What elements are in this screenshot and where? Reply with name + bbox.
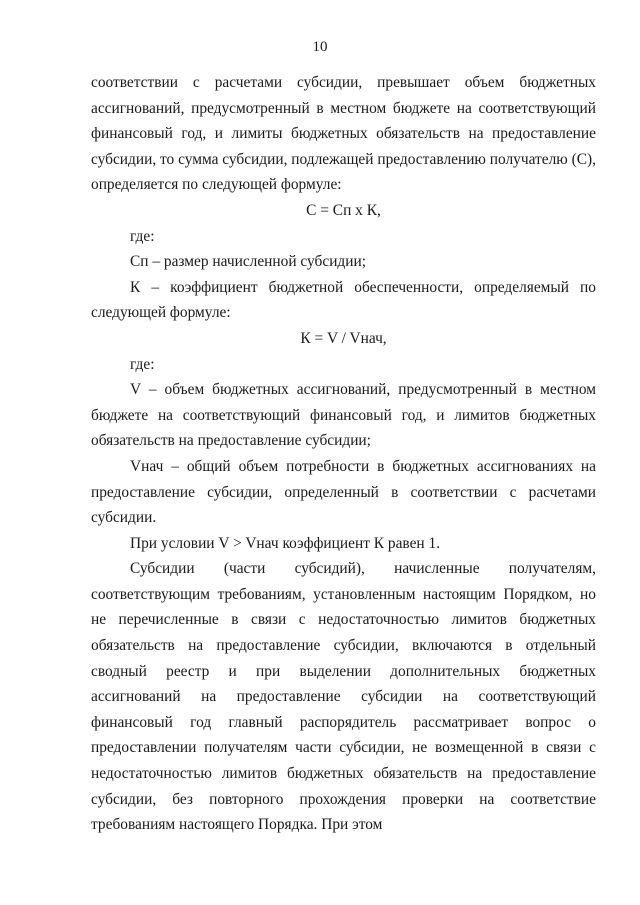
definition-vnach: Vнач – общий объем потребности в бюджетных ассигнованиях на предоставление субсидии, определенный в соответствии с расчетами субсидии. bbox=[91, 457, 596, 527]
where-label: где: bbox=[130, 355, 155, 373]
paragraph-unpaid-subsidies: Субсидии (части субсидий), начисленные получателям, соответствующим требованиям, установленным настоящим Порядком, но не перечисленные в связи с недостаточностью лимитов бюджетных обязательств на предоставление субсидии, включаются в отдельный сводный реестр и при выделении дополнительных бюджетных ассигнований на предоставление субсидии на соответствующий финансовый год главный распорядитель рассматривает вопрос о предоставлении получателям части субсидии, не возмещенной в связи с недостаточностью лимитов бюджетных обязательств на предоставление субсидии, без повторного прохождения проверки на соответствие требованиям настоящего Порядка. При этом bbox=[91, 560, 596, 834]
condition-paragraph: При условии V > Vнач коэффициент К равен 1. bbox=[130, 534, 441, 552]
definition-sp: Сп – размер начисленной субсидии; bbox=[130, 253, 367, 271]
definition-v: V – объем бюджетных ассигнований, предусмотренный в местном бюджете на соответствующий финансовый год, и лимитов бюджетных обязательств на предоставление субсидии; bbox=[91, 381, 596, 450]
formula-coefficient: К = V / Vнач, bbox=[300, 329, 387, 347]
document-body bbox=[91, 70, 596, 838]
paragraph-subsidy-exceeds: соответствии с расчетами субсидии, превышает объем бюджетных ассигнований, предусмотренный в местном бюджете на соответствующий финансовый год, и лимиты бюджетных обязательств на предоставление субсидии, то сумма субсидии, подлежащей предоставлению получателю (С), определяется по следующей формуле: bbox=[91, 74, 596, 194]
definition-k: К – коэффициент бюджетной обеспеченности, определяемый по следующей формуле: bbox=[91, 278, 596, 322]
where-label: где: bbox=[130, 227, 155, 245]
formula-subsidy: С = Сп x К, bbox=[306, 201, 381, 219]
page-number: 10 bbox=[312, 39, 328, 55]
